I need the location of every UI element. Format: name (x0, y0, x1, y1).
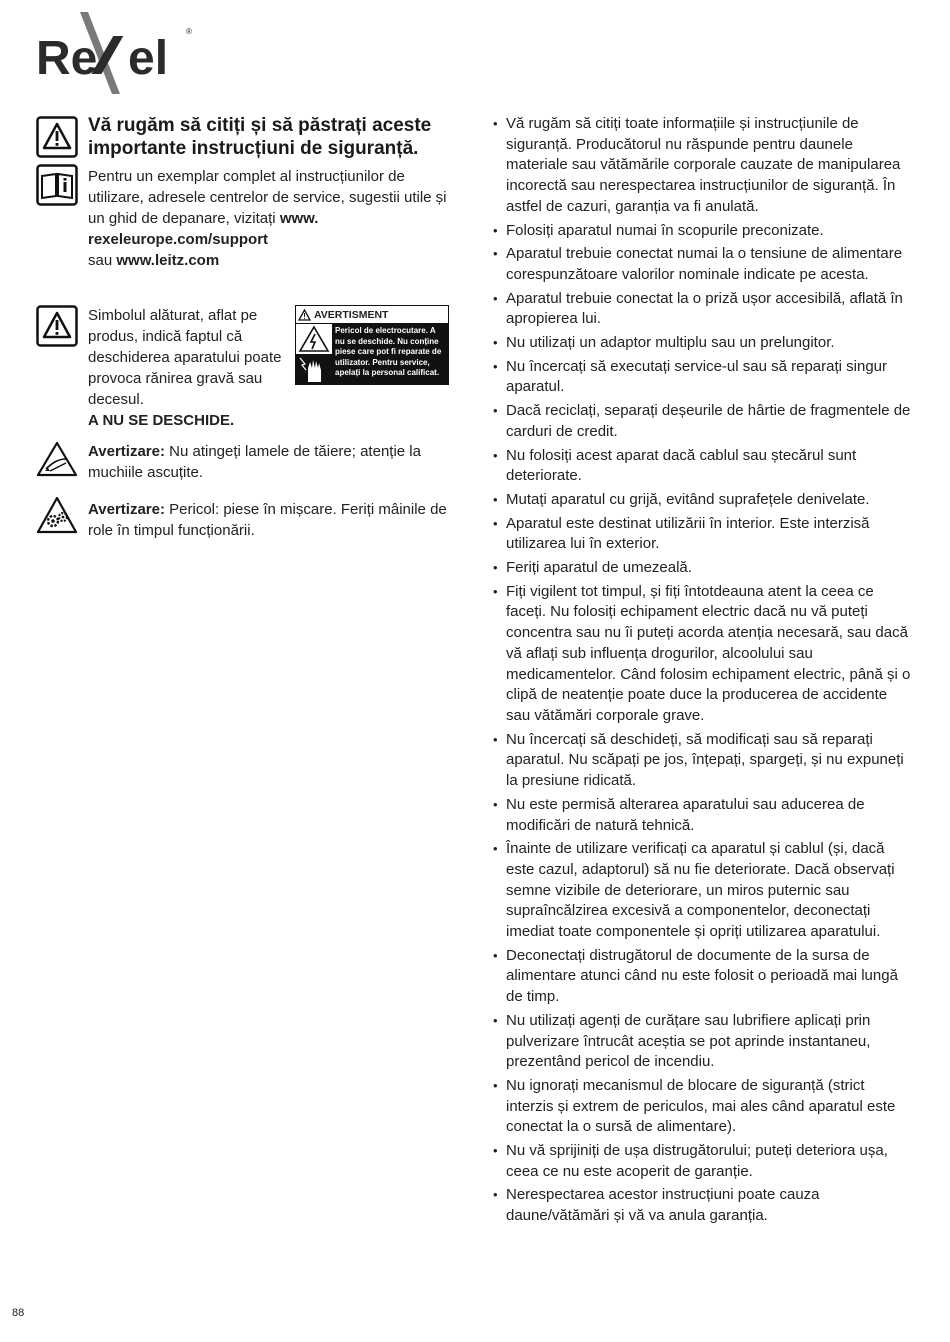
rexel-logo (36, 12, 196, 94)
leitz-link[interactable]: www.leitz.com (116, 252, 220, 269)
list-item: • Nu ignorați mecanismul de blocare de siguranță (strict interzis și extrem de periculos, mai ales când aparatul este conectat la o sursă de alimentare). (492, 1076, 912, 1138)
sharp-blade-icon (36, 441, 78, 482)
support-link[interactable]: www. rexeleurope.com/support (88, 210, 319, 248)
list-item: • Folosiți aparatul numai în scopurile preconizate. (492, 221, 912, 242)
list-item: • Aparatul trebuie conectat numai la o tensiune de alimentare corespunzătoare valorilor nominale indicate pe acesta. (492, 244, 912, 285)
moving-parts-warning-block (36, 499, 461, 549)
list-item: • Dacă reciclați, separați deșeurile de hârtie de fragmentele de carduri de credit. (492, 401, 912, 442)
warning-triangle-icon (36, 116, 78, 163)
list-item: • Nu folosiți acest aparat dacă cablul sau ștecărul sunt deteriorate. (492, 446, 912, 487)
svg-text:®: ® (186, 27, 192, 36)
blade-warning-message: Nu atingeți lamele de tăiere; atenție la muchiile ascuțite. (88, 443, 421, 481)
warning-triangle-icon (36, 305, 78, 352)
do-not-open-text: A NU SE DESCHIDE. (88, 412, 235, 429)
hand-shock-icon (296, 354, 332, 384)
intro-text-part: Pentru un exemplar complet al instrucțiunilor de utilizare, adresele centrelor de service, sugestii utile și un ghid de depanare, vizitați (88, 168, 447, 227)
warning-label (295, 305, 449, 385)
right-column (492, 114, 912, 1230)
list-item: • Fiți vigilent tot timpul, și fiți întotdeauna atent la ceea ce faceți. Nu folosiți echipament electric dacă nu vă puteți concentra sau nu îi puteți acorda atenția necesară, sau dacă vă aflați sub influența drogurilor, alcoolului sau medicamentelor. Când folosim echipament electric, până și o clipă de neatenție poate duce la producerea de accidente sau vătămări corporale grave. (492, 582, 912, 727)
moving-parts-warning-label: Avertizare: (88, 501, 165, 518)
read-manual-icon (36, 164, 78, 211)
list-item: • Feriți aparatul de umezeală. (492, 558, 912, 579)
left-column (36, 114, 461, 549)
list-item: • Înainte de utilizare verificați ca aparatul și cablul (și, dacă este cazul, adaptorul) să nu fie deteriorate. Dacă observați semne vizibile de deteriorare, un miros puternic sau supraîncălzirea excesivă a componentelor, deconectați imediat toate componentele și opriți utilizarea aparatului. (492, 839, 912, 943)
moving-parts-warning-text (88, 499, 461, 541)
warning-triangle-icon (298, 309, 311, 321)
warning-label-body: Pericol de electrocutare. A nu se deschide. Nu conține piese care pot fi reparate de utilizator. Pentru service, apelați la personal calificat. (332, 324, 448, 384)
warning-label-heading: AVERTISMENT (314, 308, 389, 321)
safety-instructions-list (492, 114, 912, 1227)
list-item: • Deconectați distrugătorul de documente de la sursa de alimentare atunci când nu este folosit o perioadă mai lungă de timp. (492, 946, 912, 1008)
blade-warning-label: Avertizare: (88, 443, 165, 460)
list-item: • Nu încercați să deschideți, să modificați sau să reparați aparatul. Nu scăpați pe jos, înțepați, spargeți, și nu expuneți la presiune ridicată. (492, 730, 912, 792)
list-item: • Nu este permisă alterarea aparatului sau aducerea de modificări de natură tehnică. (492, 795, 912, 836)
symbol-warning-text: Simbolul alăturat, aflat pe produs, indică faptul că deschiderea aparatului poate provoca rănirea gravă sau decesul. (88, 307, 282, 408)
list-item: • Nu vă sprijiniți de ușa distrugătorului; puteți deteriora ușa, ceea ce nu este acoperit de garanție. (492, 1141, 912, 1182)
intro-text (88, 166, 461, 271)
moving-parts-icon (36, 495, 78, 540)
list-item: • Nu utilizați agenți de curățare sau lubrifiere aplicați prin pulverizare întrucât aceștia se pot aprinde instantaneu, prezentând pericol de incendiu. (492, 1011, 912, 1073)
list-item: • Aparatul trebuie conectat la o priză ușor accesibilă, aflată în apropierea lui. (492, 289, 912, 330)
list-item: • Vă rugăm să citiți toate informațiile și instrucțiunile de siguranță. Producătorul nu răspunde pentru daunele materiale sau vătămările corporale cauzate de manipularea incorectă sau nerespectarea instrucțiunilor de siguranță. În astfel de cazuri, garanția va fi anulată. (492, 114, 912, 218)
list-item: • Nerespectarea acestor instrucțiuni poate cauza daune/vătămări și vă va anula garanția. (492, 1185, 912, 1226)
page-number: 88 (12, 1307, 25, 1319)
svg-text:Re: Re (36, 32, 98, 85)
svg-text:el: el (128, 32, 169, 85)
list-item: • Nu încercați să executați service-ul sau să reparați singur aparatul. (492, 357, 912, 398)
list-item: • Mutați aparatul cu grijă, evitând suprafețele denivelate. (492, 490, 912, 511)
electric-shock-icon (296, 324, 332, 354)
list-item: • Nu utilizați un adaptor multiplu sau un prelungitor. (492, 333, 912, 354)
symbol-warning-block (36, 305, 461, 431)
list-item: • Aparatul este destinat utilizării în interior. Este interzisă utilizarea lui în exterior. (492, 514, 912, 555)
blade-warning-block (36, 441, 461, 491)
page-title: Vă rugăm să citiți și să păstrați aceste importante instrucțiuni de siguranță. (88, 115, 432, 159)
intro-text-or: sau (88, 252, 117, 269)
intro-block (36, 114, 461, 284)
blade-warning-text (88, 441, 461, 483)
moving-parts-warning-message: Pericol: piese în mișcare. Feriți mâinile de role în timpul funcționării. (88, 501, 447, 539)
